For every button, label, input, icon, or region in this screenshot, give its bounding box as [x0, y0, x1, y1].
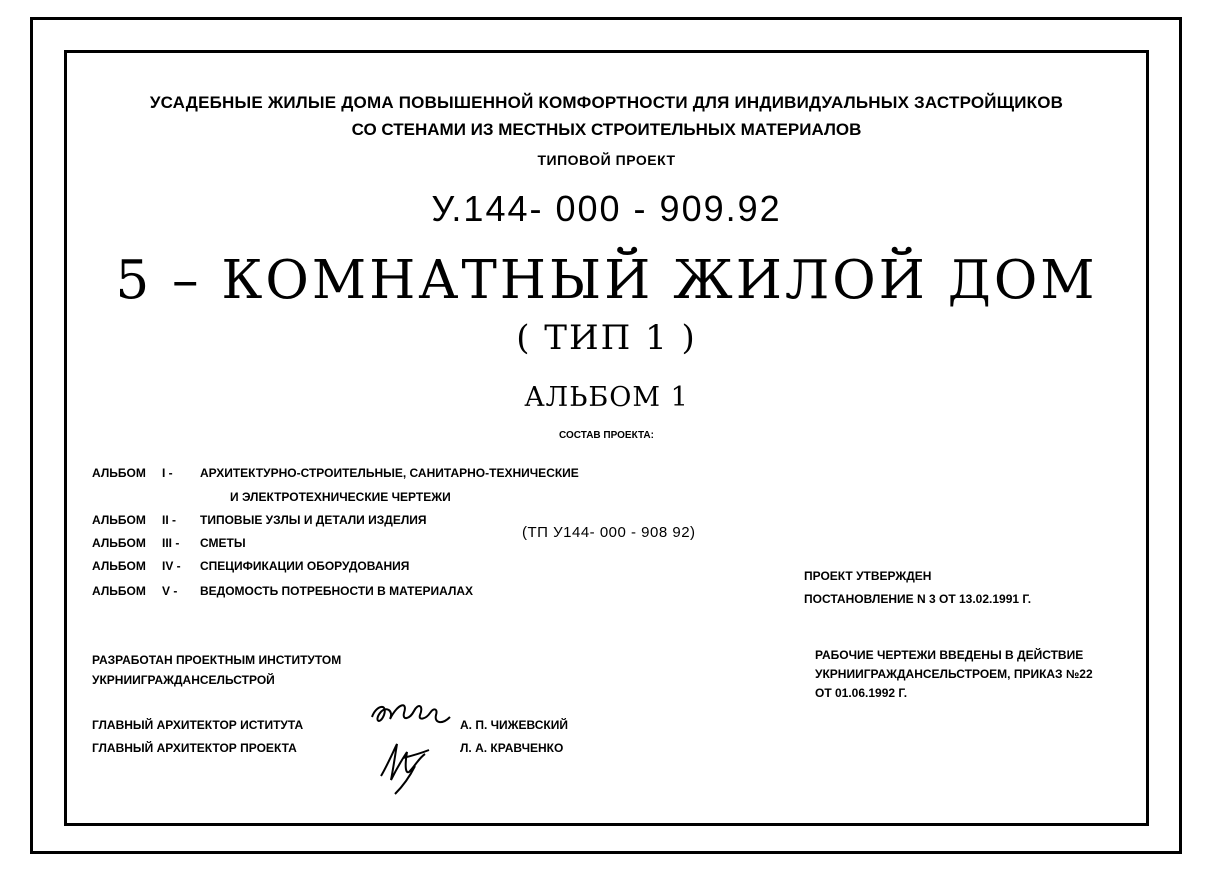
album-label: АЛЬБОМ — [92, 513, 146, 527]
album-row — [92, 536, 246, 550]
signature-name: Л. А. КРАВЧЕНКО — [460, 741, 564, 755]
album-row — [92, 466, 579, 480]
project-type: ТИПОВОЙ ПРОЕКТ — [537, 152, 676, 168]
album-label: АЛЬБОМ — [92, 559, 146, 573]
handwritten-signature — [375, 736, 435, 796]
album-title: АЛЬБОМ 1 — [524, 382, 689, 413]
album-row — [92, 513, 427, 527]
album-number: II - — [162, 513, 176, 527]
header-line-1: УСАДЕБНЫЕ ЖИЛЫЕ ДОМА ПОВЫШЕННОЙ КОМФОРТНОСТИ ДЛЯ ИНДИВИДУАЛЬНЫХ ЗАСТРОЙЩИКОВ — [149, 93, 1064, 112]
signature-role: ГЛАВНЫЙ АРХИТЕКТОР ИСТИТУТА — [92, 718, 304, 732]
enacted-line-2: УКРНИИГРАЖДАНСЕЛЬСТРОЕМ, ПРИКАЗ №22 — [815, 667, 1093, 681]
album-number: I - — [162, 466, 173, 480]
developer-line-2: УКРНИИГРАЖДАНСЕЛЬСТРОЙ — [92, 673, 275, 687]
album-row — [92, 559, 409, 573]
album-row-continuation: И ЭЛЕКТРОТЕХНИЧЕСКИЕ ЧЕРТЕЖИ — [230, 490, 451, 504]
enacted-line-3: ОТ 01.06.1992 Г. — [815, 686, 908, 700]
album-text: ТИПОВЫЕ УЗЛЫ И ДЕТАЛИ ИЗДЕЛИЯ — [200, 513, 427, 527]
approval-line-1: ПРОЕКТ УТВЕРЖДЕН — [804, 569, 932, 583]
approval-line-2: ПОСТАНОВЛЕНИЕ N 3 ОТ 13.02.1991 Г. — [804, 592, 1032, 606]
album-label: АЛЬБОМ — [92, 466, 146, 480]
developer-line-1: РАЗРАБОТАН ПРОЕКТНЫМ ИНСТИТУТОМ — [92, 653, 342, 667]
document-title: 5 – КОМНАТНЫЙ ЖИЛОЙ ДОМ — [115, 250, 1098, 311]
header-line-2: СО СТЕНАМИ ИЗ МЕСТНЫХ СТРОИТЕЛЬНЫХ МАТЕРИАЛОВ — [351, 120, 862, 139]
album-text: СМЕТЫ — [200, 536, 246, 550]
album-label: АЛЬБОМ — [92, 584, 146, 598]
album-label: АЛЬБОМ — [92, 536, 146, 550]
signature-name: А. П. ЧИЖЕВСКИЙ — [460, 718, 568, 732]
album-row — [92, 584, 473, 598]
enacted-line-1: РАБОЧИЕ ЧЕРТЕЖИ ВВЕДЕНЫ В ДЕЙСТВИЕ — [815, 648, 1084, 662]
album-text: АРХИТЕКТУРНО-СТРОИТЕЛЬНЫЕ, САНИТАРНО-ТЕХНИЧЕСКИЕ — [200, 466, 579, 480]
composition-heading: СОСТАВ ПРОЕКТА: — [559, 430, 654, 441]
handwritten-signature — [368, 695, 460, 735]
album-text: СПЕЦИФИКАЦИИ ОБОРУДОВАНИЯ — [200, 559, 410, 573]
house-type: ( ТИП 1 ) — [516, 318, 697, 358]
project-code: У.144- 000 - 909.92 — [431, 188, 782, 229]
album-number: III - — [162, 536, 180, 550]
album-text: ВЕДОМОСТЬ ПОТРЕБНОСТИ В МАТЕРИАЛАХ — [200, 584, 474, 598]
album-reference: (ТП У144- 000 - 908 92) — [522, 524, 696, 541]
album-number: IV - — [162, 559, 181, 573]
signature-role: ГЛАВНЫЙ АРХИТЕКТОР ПРОЕКТА — [92, 741, 297, 755]
album-number: V - — [162, 584, 178, 598]
